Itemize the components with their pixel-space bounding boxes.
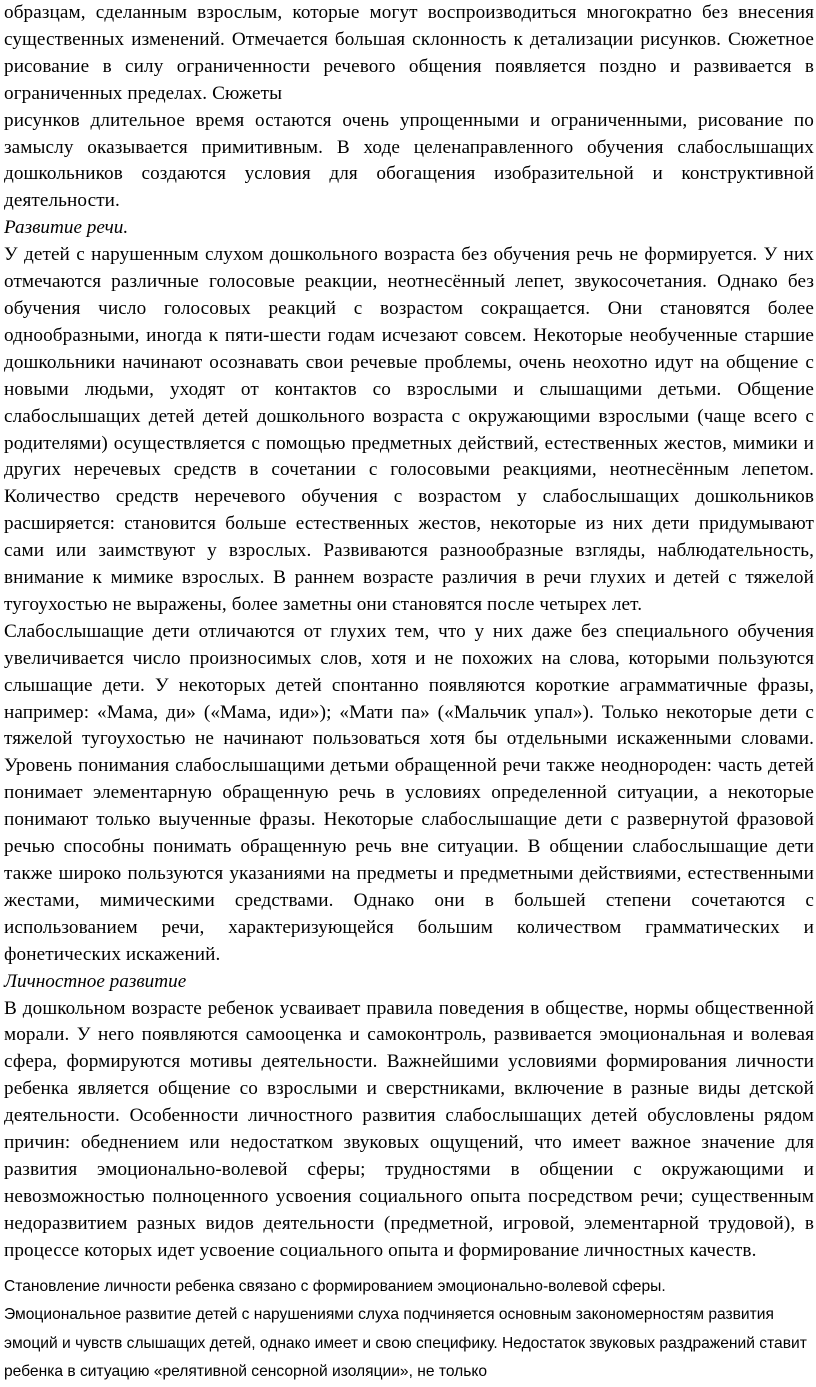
paragraph-personality-formation: Становление личности ребенка связано с формированием эмоционально-волевой сферы. bbox=[4, 1277, 666, 1295]
heading-speech-development: Развитие речи. bbox=[4, 217, 129, 239]
paragraph-drawing-plots: рисунков длительное время остаются очень упрощенными и ограниченными, рисование по замыслу оказывается примитивным. В ходе целенаправленного обучения слабослышащих дошкольников создаются условия для обогащения изобразительной и конструктивной деятельности. bbox=[4, 109, 814, 212]
paragraph-drawing-continuation: образцам, сделанным взрослым, которые могут воспроизводиться многократно без внесения существенных изменений. Отмечается большая склонность к детализации рисунков. Сюжетное рисование в силу ограниченности речевого общения появляется поздно и развивается в ограниченных пределах. Сюжеты bbox=[4, 2, 814, 104]
paragraph-speech-hard-of-hearing: Слабослышащие дети отличаются от глухих тем, что у них даже без специального обучения увеличивается число произносимых слов, хотя и не похожих на слова, которыми пользуются слышащие дети. У некоторых детей спонтанно появляются короткие аграмматичные фразы, например: «Мама, ди» («Мама, иди»); «Мати па» («Мальчик упал»). Только некоторые дети с тяжелой тугоухостью не начинают пользоваться хотя бы отдельными искаженными словами. Уровень понимания слабослышащими детьми обращенной речи также неоднороден: часть детей понимает элементарную обращенную речь в условиях определенной ситуации, а некоторые понимают только выученные фразы. Некоторые слабослышащие дети с развернутой фразовой речью способны понимать обращенную речь вне ситуации. В общении слабослышащие дети также широко пользуются указаниями на предметы и предметными действиями, естественными жестами, мимическими средствами. Однако они в большей степени сочетаются с использованием речи, характеризующейся большим количеством грамматических и фонетических искажений. bbox=[4, 620, 814, 965]
paragraph-speech-untrained: У детей с нарушенным слухом дошкольного возраста без обучения речь не формируется. У них отмечаются различные голосовые реакции, неотнесённый лепет, звукосочетания. Однако без обучения число голосовых реакций с возрастом сокращается. Они становятся более однообразными, иногда к пяти-шести годам исчезают совсем. Некоторые необученные старшие дошкольники начинают осознавать свои речевые проблемы, очень неохотно идут на общение с новыми людьми, уходят от контактов со взрослыми и слышащими детьми. Общение слабослышащих детей детей дошкольного возраста с окружающими взрослыми (чаще всего с родителями) осуществляется с помощью предметных действий, естественных жестов, мимики и других неречевых средств в сочетании с голосовыми реакциями, неотнесённым лепетом. Количество средств неречевого обучения с возрастом у слабослышащих дошкольников расширяется: становится больше естественных жестов, некоторые из них дети придумывают сами или заимствуют у взрослых. Развиваются разнообразные взгляды, наблюдательность, внимание к мимике взрослых. В раннем возрасте различия в речи глухих и детей с тяжелой тугоухостью не выражены, более заметны они становятся после четырех лет. bbox=[4, 244, 814, 615]
heading-personal-development: Личностное развитие bbox=[4, 970, 187, 992]
paragraph-emotional-development: Эмоциональное развитие детей с нарушениями слуха подчиняется основным закономерностям развития эмоций и чувств слышащих детей, однако имеет и свою специфику. Недостаток звуковых раздражений ставит ребенка в ситуацию «релятивной сенсорной изоляции», не только bbox=[4, 1306, 807, 1381]
paragraph-personal-development: В дошкольном возрасте ребенок усваивает правила поведения в обществе, нормы общественной морали. У него появляются самооценка и самоконтроль, развивается эмоциональная и волевая сфера, формируются мотивы деятельности. Важнейшими условиями формирования личности ребенка является общение со взрослыми и сверстниками, включение в разные виды детской деятельности. Особенности личностного развития слабослышащих детей обусловлены рядом причин: обеднением или недостатком звуковых ощущений, что имеет важное значение для развития эмоционально-волевой сферы; трудностями в общении с окружающими и невозможностью полноценного усвоения социального опыта посредством речи; существенным недоразвитием разных видов деятельности (предметной, игровой, элементарной трудовой), в процессе которых идет усвоение социального опыта и формирование личностных качеств. bbox=[4, 997, 814, 1261]
document-page bbox=[4, 0, 814, 1387]
